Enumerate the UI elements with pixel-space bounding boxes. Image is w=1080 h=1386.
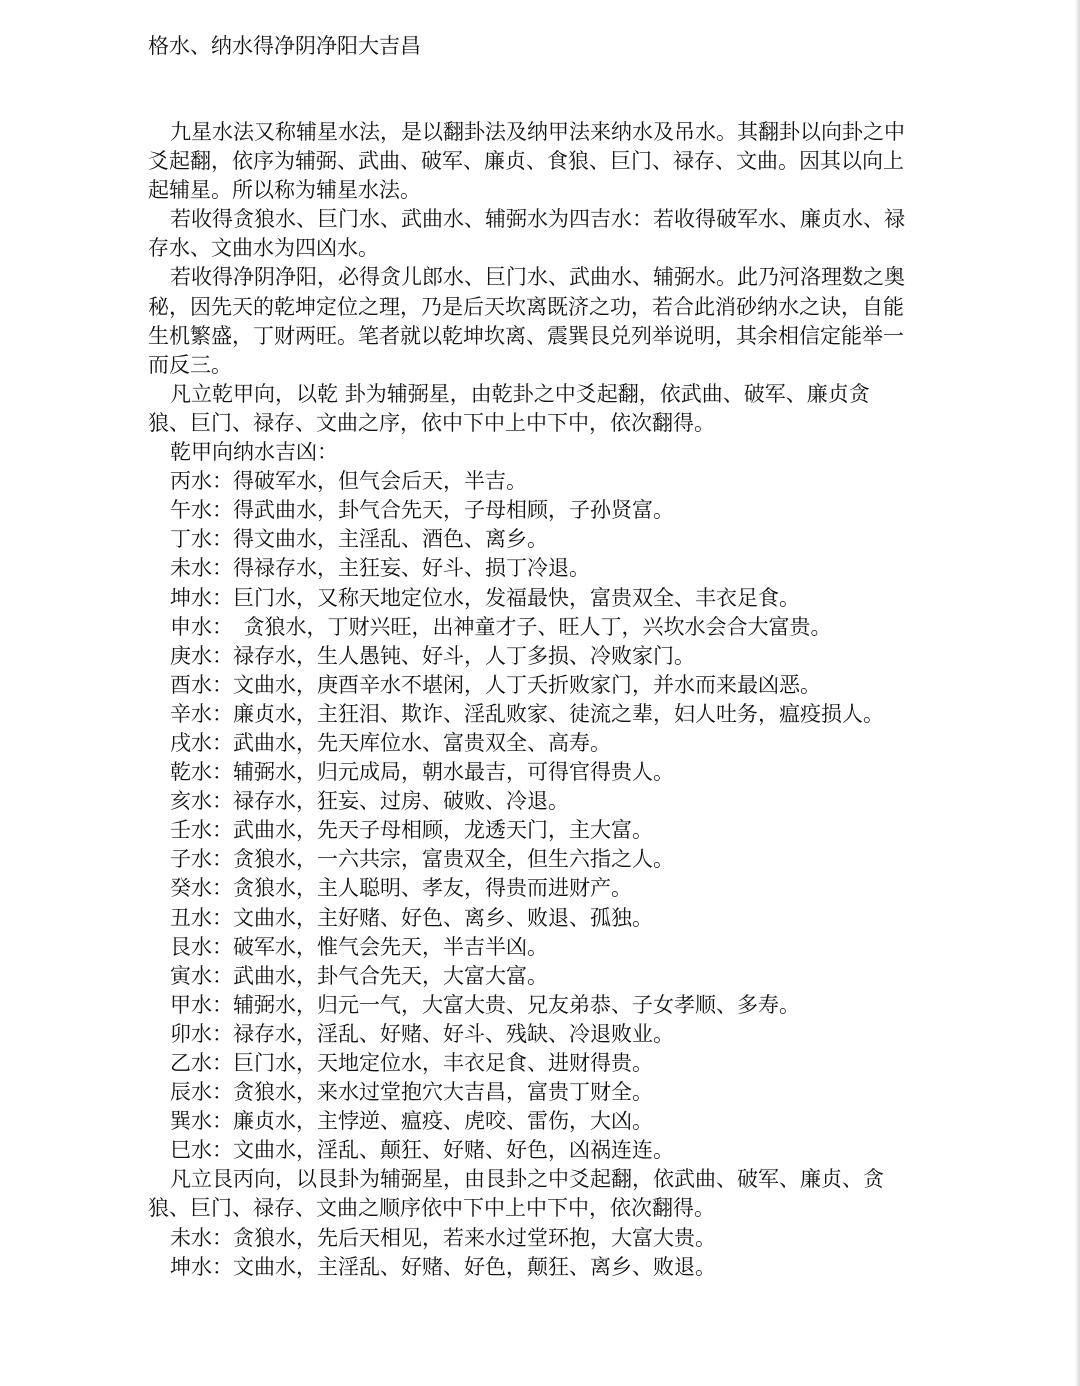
- list-item: 坤水：文曲水，主淫乱、好赌、好色，颠狂、离乡、败退。: [170, 1254, 717, 1279]
- intro-paragraph-4: 凡立乾甲向，以乾 卦为辅弼星，由乾卦之中爻起翻，依武曲、破军、廉贞贪狼、巨门、禄存、文曲之序，依中下中上中下中，依次翻得。: [148, 381, 870, 435]
- list-item: 丑水：文曲水，主好赌、好色、离乡、败退、孤独。: [170, 905, 654, 930]
- qian-heading: 乾甲向纳水吉凶：: [170, 440, 339, 465]
- list-item: 卯水：禄存水，淫乱、好赌、好斗、残缺、冷退败业。: [170, 1021, 675, 1046]
- intro-paragraph-2: 若收得贪狼水、巨门水、武曲水、辅弼水为四吉水：若收得破军水、廉贞水、禄存水、文曲水为四凶水。: [148, 207, 906, 261]
- list-item: 辰水：贪狼水，来水过堂抱穴大吉昌，富贵丁财全。: [170, 1080, 654, 1105]
- list-item: 寅水：武曲水，卦气合先天，大富大富。: [170, 963, 549, 988]
- list-item: 艮水：破军水，惟气会先天，半吉半凶。: [170, 934, 549, 959]
- list-item: 午水：得武曲水，卦气合先天，子母相顾，子孙贤富。: [170, 498, 675, 523]
- list-item: 子水：贪狼水，一六共宗，富贵双全，但生六指之人。: [170, 847, 675, 872]
- list-item: 巽水：廉贞水，主悖逆、瘟疫、虎咬、雷伤，大凶。: [170, 1109, 654, 1134]
- list-item: 巳水：文曲水，淫乱、颠狂、好赌、好色，凶祸连连。: [170, 1138, 675, 1163]
- intro-paragraph-3: 若收得净阴净阳，必得贪儿郎水、巨门水、武曲水、辅弼水。此乃河洛理数之奥秘，因先天的乾坤定位之理，乃是后天坎离既济之功，若合此消砂纳水之诀，自能生机繁盛，丁财两旺。笔者就以乾坤坎离、震巽艮兑列举说明，其余相信定能举一而反三。: [148, 265, 906, 377]
- list-item: 甲水：辅弼水，归元一气，大富大贵、兄友弟恭、子女孝顺、多寿。: [170, 992, 801, 1017]
- list-item: 申水： 贪狼水，丁财兴旺，出神童才子、旺人丁，兴坎水会合大富贵。: [170, 614, 832, 639]
- list-item: 庚水：禄存水，生人愚钝、好斗，人丁多损、冷败家门。: [170, 643, 696, 668]
- list-item: 丙水：得破军水，但气会后天，半吉。: [170, 469, 528, 494]
- list-item: 辛水：廉贞水，主狂泪、欺诈、淫乱败家、徒流之辈，妇人吐务，瘟疫损人。: [170, 701, 885, 726]
- list-item: 壬水：武曲水，先天子母相顾，龙透天门，主大富。: [170, 818, 654, 843]
- list-item: 亥水：禄存水，狂妄、过房、破败、冷退。: [170, 789, 570, 814]
- list-item: 未水：得禄存水，主狂妄、好斗、损丁冷退。: [170, 556, 591, 581]
- document-body: [148, 118, 908, 1282]
- intro-paragraph-1: 九星水法又称辅星水法，是以翻卦法及纳甲法来纳水及吊水。其翻卦以向卦之中爻起翻，依序为辅弼、武曲、破军、廉贞、食狼、巨门、禄存、文曲。因其以向上起辅星。所以称为辅星水法。: [148, 120, 906, 203]
- list-item: 戌水：武曲水，先天库位水、富贵双全、高寿。: [170, 730, 612, 755]
- gen-paragraph: 凡立艮丙向，以艮卦为辅弼星，由艮卦之中爻起翻，依武曲、破军、廉贞、贪狼、巨门、禄存、文曲之顺序依中下中上中下中，依次翻得。: [148, 1167, 885, 1221]
- list-item: 乾水：辅弼水，归元成局，朝水最吉，可得官得贵人。: [170, 760, 675, 785]
- list-item: 丁水：得文曲水，主淫乱、酒色、离乡。: [170, 527, 549, 552]
- list-item: 酉水：文曲水，庚酉辛水不堪闲，人丁夭折败家门，并水而来最凶恶。: [170, 672, 822, 697]
- document-title: 格水、纳水得净阴净阳大吉昌: [148, 34, 421, 58]
- list-item: 未水：贪狼水，先后天相见，若来水过堂环抱，大富大贵。: [170, 1225, 717, 1250]
- list-item: 坤水：巨门水，又称天地定位水，发福最快，富贵双全、丰衣足食。: [170, 585, 801, 610]
- list-item: 癸水：贪狼水，主人聪明、孝友，得贵而进财产。: [170, 876, 633, 901]
- list-item: 乙水：巨门水，天地定位水，丰衣足食、进财得贵。: [170, 1051, 654, 1075]
- page-edge-shadow: [1075, 0, 1080, 1386]
